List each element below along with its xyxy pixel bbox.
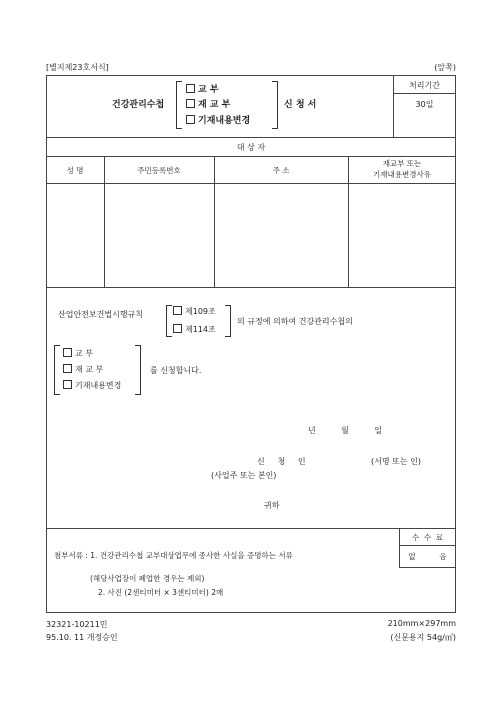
regulation-suffix: 의 규정에 의하여 건강관리수첩의 [237,317,353,326]
processing-value: 30일 [415,100,434,109]
article-114-option: 제114조 [173,324,216,335]
request-bracket-right [135,345,141,395]
checkbox-icon [186,99,195,108]
column-reason: 재교부 또는 기재내용변경사유 [373,159,431,179]
processing-label: 처리기간 [409,81,440,90]
form-number: [별지제23호서식] [46,63,109,72]
title-option-change: 기재내용변경 [186,113,250,126]
addressee: 귀하 [264,501,280,510]
page-side-label: (앞쪽) [434,63,456,72]
checkbox-icon [186,115,195,124]
target-title-bottom [46,156,456,157]
fee-value: 없 음 [408,552,447,561]
column-name: 성 명 [66,166,84,175]
fee-bottom [399,567,456,568]
date-line: 년 월 일 [308,426,383,435]
title-row-bottom [46,137,456,138]
attachments-note: (해당사업장이 폐업한 경우는 제외) [90,574,205,583]
column-address: 주 소 [272,166,290,175]
request-suffix: 를 신청합니다. [150,366,202,375]
fee-label: 수 수 료 [411,533,444,542]
attachments-item-2: 2. 사진 (2센티미터 × 3센티미터) 2매 [98,588,224,597]
footer-approval: 95.10. 11 개정승인 [46,633,118,642]
checkbox-icon [63,364,72,373]
request-option-issue: 교 부 [63,348,93,359]
title-prefix: 건강관리수첩 [112,100,165,110]
article-109-option: 제109조 [173,306,216,317]
checkbox-icon [63,348,72,357]
target-table-bottom [46,287,456,288]
signature-label: (서명 또는 인) [371,457,421,466]
checkbox-icon [63,380,72,389]
checkbox-icon [186,84,195,93]
footer-paper: (신문용지 54g/㎡) [390,633,456,642]
request-bracket-left [54,345,60,395]
title-option-reissue: 재 교 부 [186,97,230,110]
applicant-label: 신 청 인 [257,457,306,466]
processing-divider [393,93,456,94]
fee-split [399,545,456,546]
target-section-title: 대 상 자 [236,143,266,152]
employer-label: (사업주 또는 본인) [211,471,277,480]
attachments-top [46,528,456,529]
regulation-label: 산업안전보건법시행규칙 [58,310,144,319]
title-suffix: 신 청 서 [284,100,317,110]
title-option-issue: 교 부 [186,82,219,95]
checkbox-icon [173,306,182,315]
footer-size: 210mm×297mm [387,619,456,628]
column-header-bottom [46,183,456,184]
column-resident-number: 주민등록번호 [137,166,181,175]
title-bracket-left [176,81,182,129]
article-bracket-right [225,305,231,337]
attachments-label: 첨부서류 : 1. 건강관리수첩 교부대상업무에 종사한 사실을 증명하는 서류 [54,551,293,560]
article-bracket-left [166,305,172,337]
title-bracket-right [272,81,278,129]
request-option-change: 기재내용변경 [63,380,121,391]
request-option-reissue: 재 교 부 [63,364,103,375]
checkbox-icon [173,324,182,333]
footer-code: 32321-10211민 [46,620,108,629]
